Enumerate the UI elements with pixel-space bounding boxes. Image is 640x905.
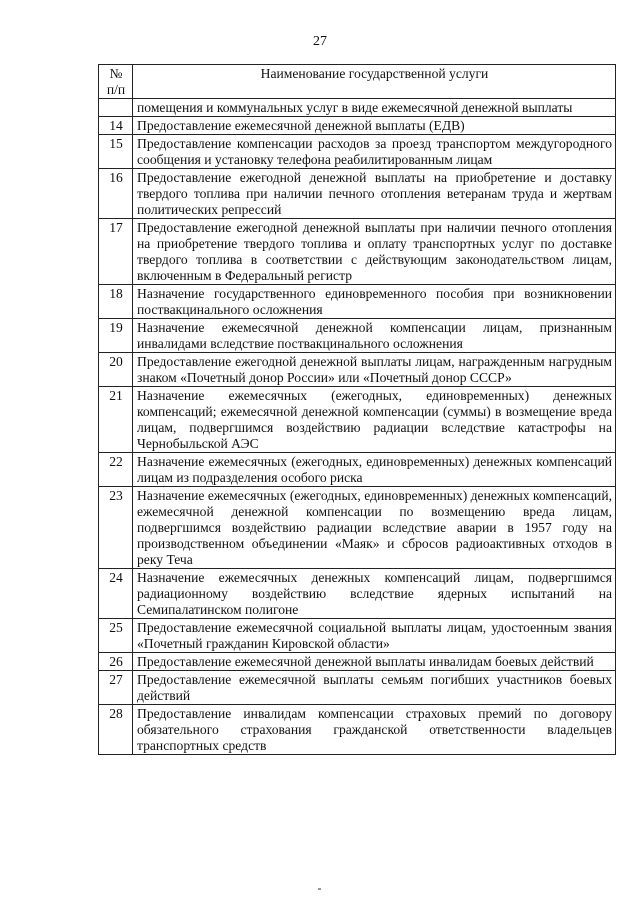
row-number: 27	[99, 671, 133, 705]
row-number: 20	[99, 353, 133, 387]
row-number: 21	[99, 387, 133, 453]
row-number: 15	[99, 135, 133, 169]
page-number: 27	[313, 34, 327, 49]
service-name: Предоставление ежегодной денежной выплаты лицам, награжденным нагрудным знаком «Почетный донор России» или «Почетный донор СССР»	[133, 353, 616, 387]
header-service-name: Наименование государственной услуги	[133, 65, 616, 99]
table-row	[99, 671, 616, 705]
table-row	[99, 99, 616, 117]
service-name: Назначение ежемесячных денежных компенсаций лицам, подвергшимся радиационному воздействию вследствие ядерных испытаний на Семипалатинском полигоне	[133, 569, 616, 619]
row-number: 18	[99, 285, 133, 319]
table-header-row	[99, 65, 616, 99]
row-number: 23	[99, 487, 133, 569]
table-row	[99, 705, 616, 755]
table-body	[99, 99, 616, 755]
table-row	[99, 619, 616, 653]
services-table	[98, 64, 616, 755]
row-number: 28	[99, 705, 133, 755]
row-number: 26	[99, 653, 133, 671]
service-name: Назначение государственного единовременного пособия при возникновении поствакцинального осложнения	[133, 285, 616, 319]
table-row	[99, 219, 616, 285]
service-name: помещения и коммунальных услуг в виде ежемесячной денежной выплаты	[133, 99, 616, 117]
row-number: 17	[99, 219, 133, 285]
row-number: 22	[99, 453, 133, 487]
service-name: Предоставление компенсации расходов за проезд транспортом междугородного сообщения и установку телефона реабилитированным лицам	[133, 135, 616, 169]
row-number: 16	[99, 169, 133, 219]
table-row	[99, 487, 616, 569]
table-row	[99, 319, 616, 353]
scan-speck	[318, 888, 321, 890]
service-name: Назначение ежемесячной денежной компенсации лицам, признанным инвалидами вследствие поствакцинального осложнения	[133, 319, 616, 353]
table-row	[99, 353, 616, 387]
row-number: 14	[99, 117, 133, 135]
row-number: 19	[99, 319, 133, 353]
table-row	[99, 169, 616, 219]
service-name: Назначение ежемесячных (ежегодных, единовременных) денежных компенсаций; ежемесячной денежной компенсации (суммы) в возмещение вреда лицам, подвергшимся воздействию радиации вследствие катастрофы на Чернобыльской АЭС	[133, 387, 616, 453]
service-name: Предоставление ежегодной денежной выплаты на приобретение и доставку твердого топлива при наличии печного отопления ветеранам труда и жертвам политических репрессий	[133, 169, 616, 219]
service-name: Предоставление ежемесячной денежной выплаты (ЕДВ)	[133, 117, 616, 135]
table-row	[99, 453, 616, 487]
table-row	[99, 135, 616, 169]
header-number-symbol: №	[109, 66, 123, 81]
service-name: Предоставление ежегодной денежной выплаты при наличии печного отопления на приобретение твердого топлива и оплату транспортных услуг по доставке твердого топлива в соответствии с действующим законодательством лицам, включенным в Федеральный регистр	[133, 219, 616, 285]
row-number: 25	[99, 619, 133, 653]
service-name: Назначение ежемесячных (ежегодных, единовременных) денежных компенсаций, ежемесячной денежной компенсации по возмещению вреда лицам, подвергшимся воздействию радиации вследствие аварии в 1957 году на производственном объединении «Маяк» и сбросов радиоактивных отходов в реку Теча	[133, 487, 616, 569]
table-row	[99, 387, 616, 453]
service-name: Назначение ежемесячных (ежегодных, единовременных) денежных компенсаций лицам из подразделения особого риска	[133, 453, 616, 487]
table-row	[99, 653, 616, 671]
row-number: 24	[99, 569, 133, 619]
table-row	[99, 285, 616, 319]
service-name: Предоставление инвалидам компенсации страховых премий по договору обязательного страхования гражданской ответственности владельцев транспортных средств	[133, 705, 616, 755]
table-row	[99, 569, 616, 619]
row-number	[99, 99, 133, 117]
service-name: Предоставление ежемесячной выплаты семьям погибших участников боевых действий	[133, 671, 616, 705]
service-name: Предоставление ежемесячной денежной выплаты инвалидам боевых действий	[133, 653, 616, 671]
service-name: Предоставление ежемесячной социальной выплаты лицам, удостоенным звания «Почетный гражданин Кировской области»	[133, 619, 616, 653]
header-number-abbrev: п/п	[106, 82, 126, 97]
table-row	[99, 117, 616, 135]
header-number	[99, 65, 133, 99]
